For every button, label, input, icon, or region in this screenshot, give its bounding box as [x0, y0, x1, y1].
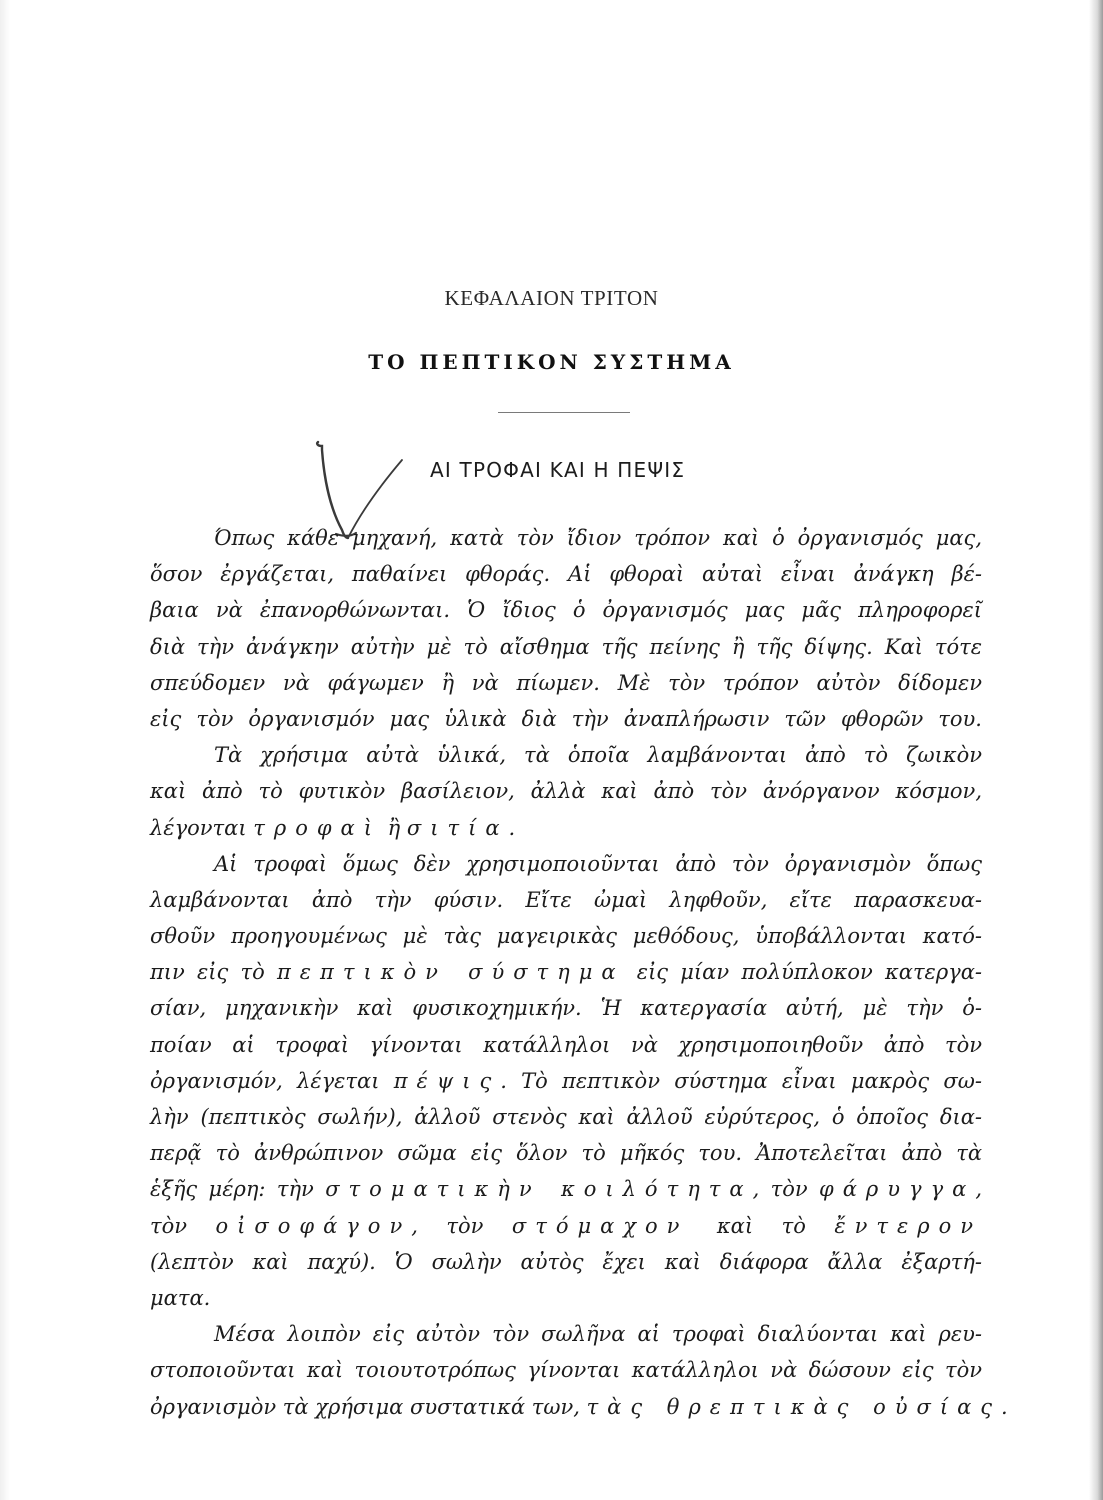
text-line	[150, 1171, 982, 1207]
text-run: τὸν	[150, 1213, 216, 1238]
text-line: Αἱ τροφαὶ ὅμως δὲν χρησιμοποιοῦνται ἀπὸ τὸν ὀργανισμὸν ὅπως	[214, 851, 982, 876]
text-run: λέγονται	[150, 815, 254, 840]
section-heading: ΑΙ ΤΡΟΦΑΙ ΚΑΙ Η ΠΕΨΙΣ	[430, 458, 686, 482]
text-line: σθοῦν προηγουμένως μὲ τὰς μαγειρικὰς μεθόδους, ὑποβάλλονται κατό-	[150, 924, 982, 949]
text-run: ἢ	[380, 815, 407, 840]
spaced-term: σιτία	[406, 815, 509, 840]
chapter-title: ΤΟ ΠΕΠΤΙΚΟΝ ΣΥΣΤΗΜΑ	[368, 350, 735, 374]
text-line: (λεπτὸν καὶ παχύ). Ὁ σωλὴν αὐτὸς ἔχει καὶ διάφορα ἄλλα ἐξαρτή-	[150, 1249, 982, 1274]
text-line: σπεύδομεν νὰ φάγωμεν ἢ νὰ πίωμεν. Μὲ τὸν τρόπον αὐτὸν δίδομεν	[150, 670, 982, 695]
text-run: εἰς μίαν πολύπλοκον κατεργα-	[624, 960, 983, 985]
text-line: λαμβάνονται ἀπὸ τὴν φύσιν. Εἴτε ὠμαὶ ληφθοῦν, εἴτε παρασκευα-	[150, 887, 982, 912]
spaced-term: ἔντερον	[834, 1213, 982, 1238]
text-line: Όπως κάθε μηχανή, κατὰ τὸν ἴδιον τρόπον καὶ ὁ ὀργανισμός μας,	[214, 526, 982, 550]
spaced-term: πέψις	[393, 1068, 501, 1093]
text-line: περᾷ τὸ ἀνθρώπινον σῶμα εἰς ὅλον τὸ μῆκός του. Ἀποτελεῖται ἀπὸ τὰ	[150, 1141, 982, 1166]
text-line	[150, 954, 982, 990]
text-line: ποίαν αἱ τροφαὶ γίνονται κατάλληλοι νὰ χρησιμοποιηθοῦν ἀπὸ τὸν	[150, 1032, 982, 1057]
text-run: , τὸν	[411, 1213, 512, 1238]
text-run: ἑξῆς μέρη: τὴν	[150, 1177, 326, 1202]
text-line: Τὰ χρήσιμα αὐτὰ ὑλικά, τὰ ὁποῖα λαμβάνονται ἀπὸ τὸ ζωικὸν	[214, 743, 982, 768]
text-line: ματα.	[150, 1285, 211, 1310]
text-run: ὀργανισμόν, λέγεται	[150, 1068, 394, 1093]
spaced-term: οἰσοφάγον	[215, 1213, 412, 1238]
spaced-term: στοματικὴν κοιλότητα	[325, 1177, 753, 1202]
text-line: σίαν, μηχανικὴν καὶ φυσικοχημικήν. Ἡ κατεργασία αὐτή, μὲ τὴν ὁ-	[150, 996, 982, 1021]
text-run: ,	[975, 1177, 983, 1202]
text-line: βαια νὰ ἐπανορθώνωνται. Ὁ ἴδιος ὁ ὀργανισμός μας μᾶς πληροφορεῖ	[150, 598, 982, 623]
text-run: .	[1001, 1394, 1008, 1419]
text-line: διὰ τὴν ἀνάγκην αὐτὴν μὲ τὸ αἴσθημα τῆς πείνης ἢ τῆς δίψης. Καὶ τότε	[150, 634, 982, 659]
text-line: εἰς τὸν ὀργανισμόν μας ὑλικὰ διὰ τὴν ἀναπλήρωσιν τῶν φθορῶν του.	[150, 706, 982, 731]
text-line: στοποιοῦνται καὶ τοιουτοτρόπως γίνονται κατάλληλοι νὰ δώσουν εἰς τὸν	[150, 1358, 982, 1383]
chapter-label: ΚΕΦΑΛΑΙΟΝ ΤΡΙΤΟΝ	[444, 286, 659, 310]
title-divider	[498, 412, 630, 413]
text-run: .	[508, 815, 516, 840]
text-line: ὅσον ἐργάζεται, παθαίνει φθοράς. Αἱ φθοραὶ αὐταὶ εἶναι ἀνάγκη βέ-	[150, 562, 982, 587]
text-run: καὶ τὸ	[688, 1213, 835, 1238]
text-line: Μέσα λοιπὸν εἰς αὐτὸν τὸν σωλῆνα αἱ τροφαὶ διαλύονται καὶ ρευ-	[214, 1322, 982, 1347]
spaced-term: φάρυγγα	[819, 1177, 976, 1202]
spaced-term: τὰς θρεπτικὰς οὐσίας	[586, 1394, 1002, 1419]
text-line: καὶ ἀπὸ τὸ φυτικὸν βασίλειον, ἀλλὰ καὶ ἀπὸ τὸν ἀνόργανον κόσμον,	[150, 779, 982, 804]
spaced-term: στόμαχον	[511, 1213, 689, 1238]
text-line	[150, 810, 982, 846]
spaced-term: πεπτικὸν σύστημα	[276, 960, 625, 985]
text-run: πιν εἰς τὸ	[150, 960, 277, 985]
page-left-shadow	[0, 0, 10, 1500]
text-line: λὴν (πεπτικὸς σωλήν), ἀλλοῦ στενὸς καὶ ἀλλοῦ εὐρύτερος, ὁ ὁποῖος δια-	[150, 1105, 982, 1129]
text-line	[150, 1063, 982, 1099]
body-text	[150, 520, 1008, 1425]
text-run: ὀργανισμὸν τὰ χρήσιμα συστατικά των,	[150, 1394, 587, 1419]
text-line	[150, 1389, 1008, 1425]
text-run: , τὸν	[752, 1177, 820, 1202]
text-run: . Τὸ πεπτικὸν σύστημα εἶναι μακρὸς σω-	[500, 1068, 982, 1093]
spaced-term: τροφαὶ	[253, 815, 381, 840]
page-right-edge-shadow	[1089, 0, 1103, 1500]
text-line	[150, 1208, 982, 1244]
